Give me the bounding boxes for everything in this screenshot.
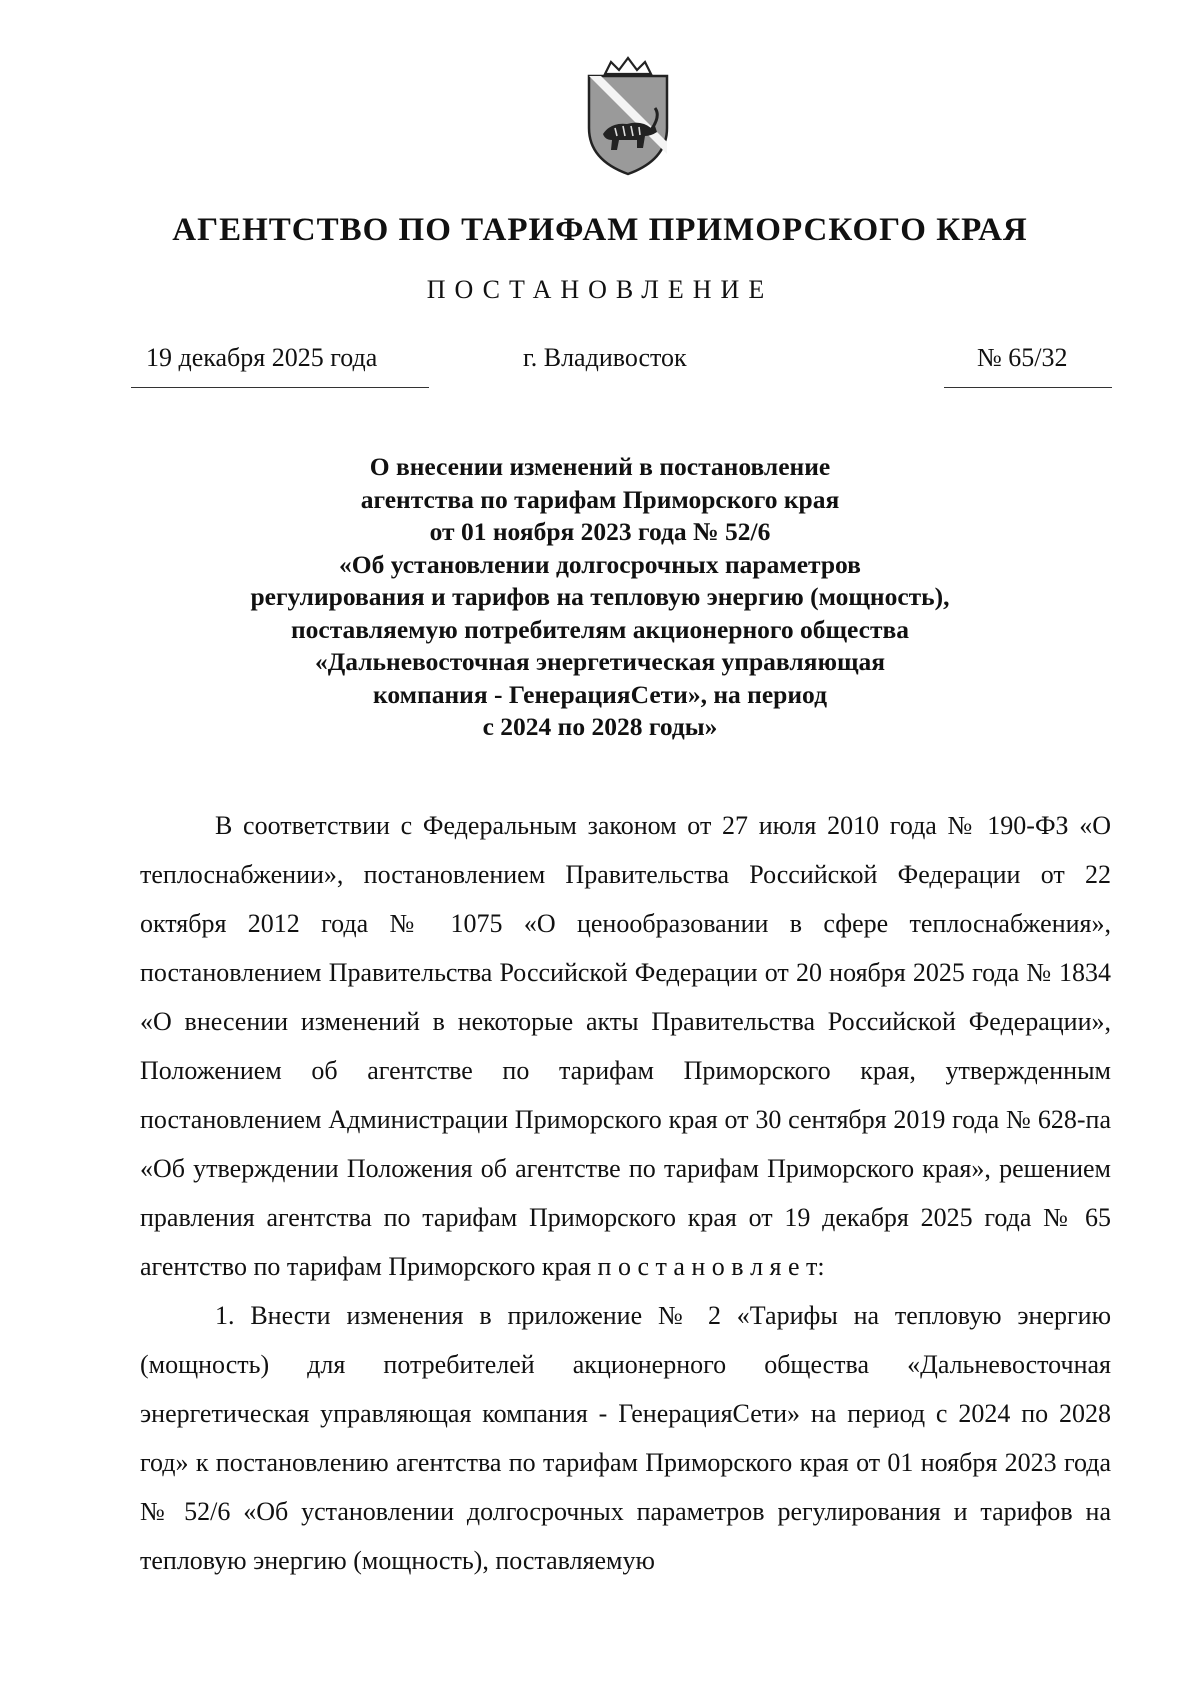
primorsky-coat-of-arms-icon bbox=[581, 56, 675, 176]
title-line: О внесении изменений в постановление bbox=[369, 452, 831, 481]
document-date: 19 декабря 2025 года bbox=[146, 343, 378, 372]
title-line: агентства по тарифам Приморского края bbox=[360, 484, 840, 514]
agency-name: АГЕНТСТВО ПО ТАРИФАМ ПРИМОРСКОГО КРАЯ bbox=[172, 212, 1028, 248]
title-line: поставляемую потребителям акционерного общества bbox=[290, 614, 910, 644]
title-line: «Об установлении долгосрочных параметров bbox=[339, 549, 861, 579]
number-underline bbox=[944, 387, 1112, 388]
title-line: от 01 ноября 2023 года № 52/6 bbox=[429, 517, 771, 546]
document-city: г. Владивосток bbox=[523, 343, 687, 372]
document-type: ПОСТАНОВЛЕНИЕ bbox=[426, 275, 774, 304]
document-title bbox=[180, 451, 1020, 744]
document-body bbox=[140, 801, 1111, 1585]
title-line: с 2024 по 2028 годы» bbox=[482, 712, 718, 741]
resolves-word: п о с т а н о в л я е т: bbox=[597, 1252, 825, 1281]
item-1-paragraph: 1. Внести изменения в приложение № 2 «Тарифы на тепловую энергию (мощность) для потребителей акционерного общества «Дальневосточная энергетическая управляющая компания - ГенерацияСети» на период с 2024 по 2028 год» к постановлению агентства по тарифам Приморского края от 01 ноября 2023 года № 52/6 «Об установлении долгосрочных параметров регулирования и тарифов на тепловую энергию (мощность), поставляемую bbox=[140, 1301, 1111, 1575]
date-underline bbox=[131, 387, 429, 388]
title-line: «Дальневосточная энергетическая управляющая bbox=[314, 647, 886, 676]
document-number: № 65/32 bbox=[977, 343, 1068, 372]
preamble-paragraph bbox=[140, 801, 1111, 1291]
title-line: регулирования и тарифов на тепловую энергию (мощность), bbox=[250, 582, 950, 611]
title-line: компания - ГенерацияСети», на период bbox=[373, 679, 827, 709]
preamble-text: В соответствии с Федеральным законом от 27 июля 2010 года № 190-ФЗ «О теплоснабжении», постановлением Правительства Российской Федерации от 22 октября 2012 года № 1075 «О ценообразовании в сфере теплоснабжения», постановлением Правительства Российской Федерации от 20 ноября 2025 года № 1834 «О внесении изменений в некоторые акты Правительства Российской Федерации», Положением об агентстве по тарифам Приморского края, утвержденным постановлением Администрации Приморского края от 30 сентября 2019 года № 628-па «Об утверждении Положения об агентстве по тарифам Приморского края», решением правления агентства по тарифам Приморского края от 19 декабря 2025 года № 65 агентство по тарифам Приморского края bbox=[140, 811, 1111, 1281]
